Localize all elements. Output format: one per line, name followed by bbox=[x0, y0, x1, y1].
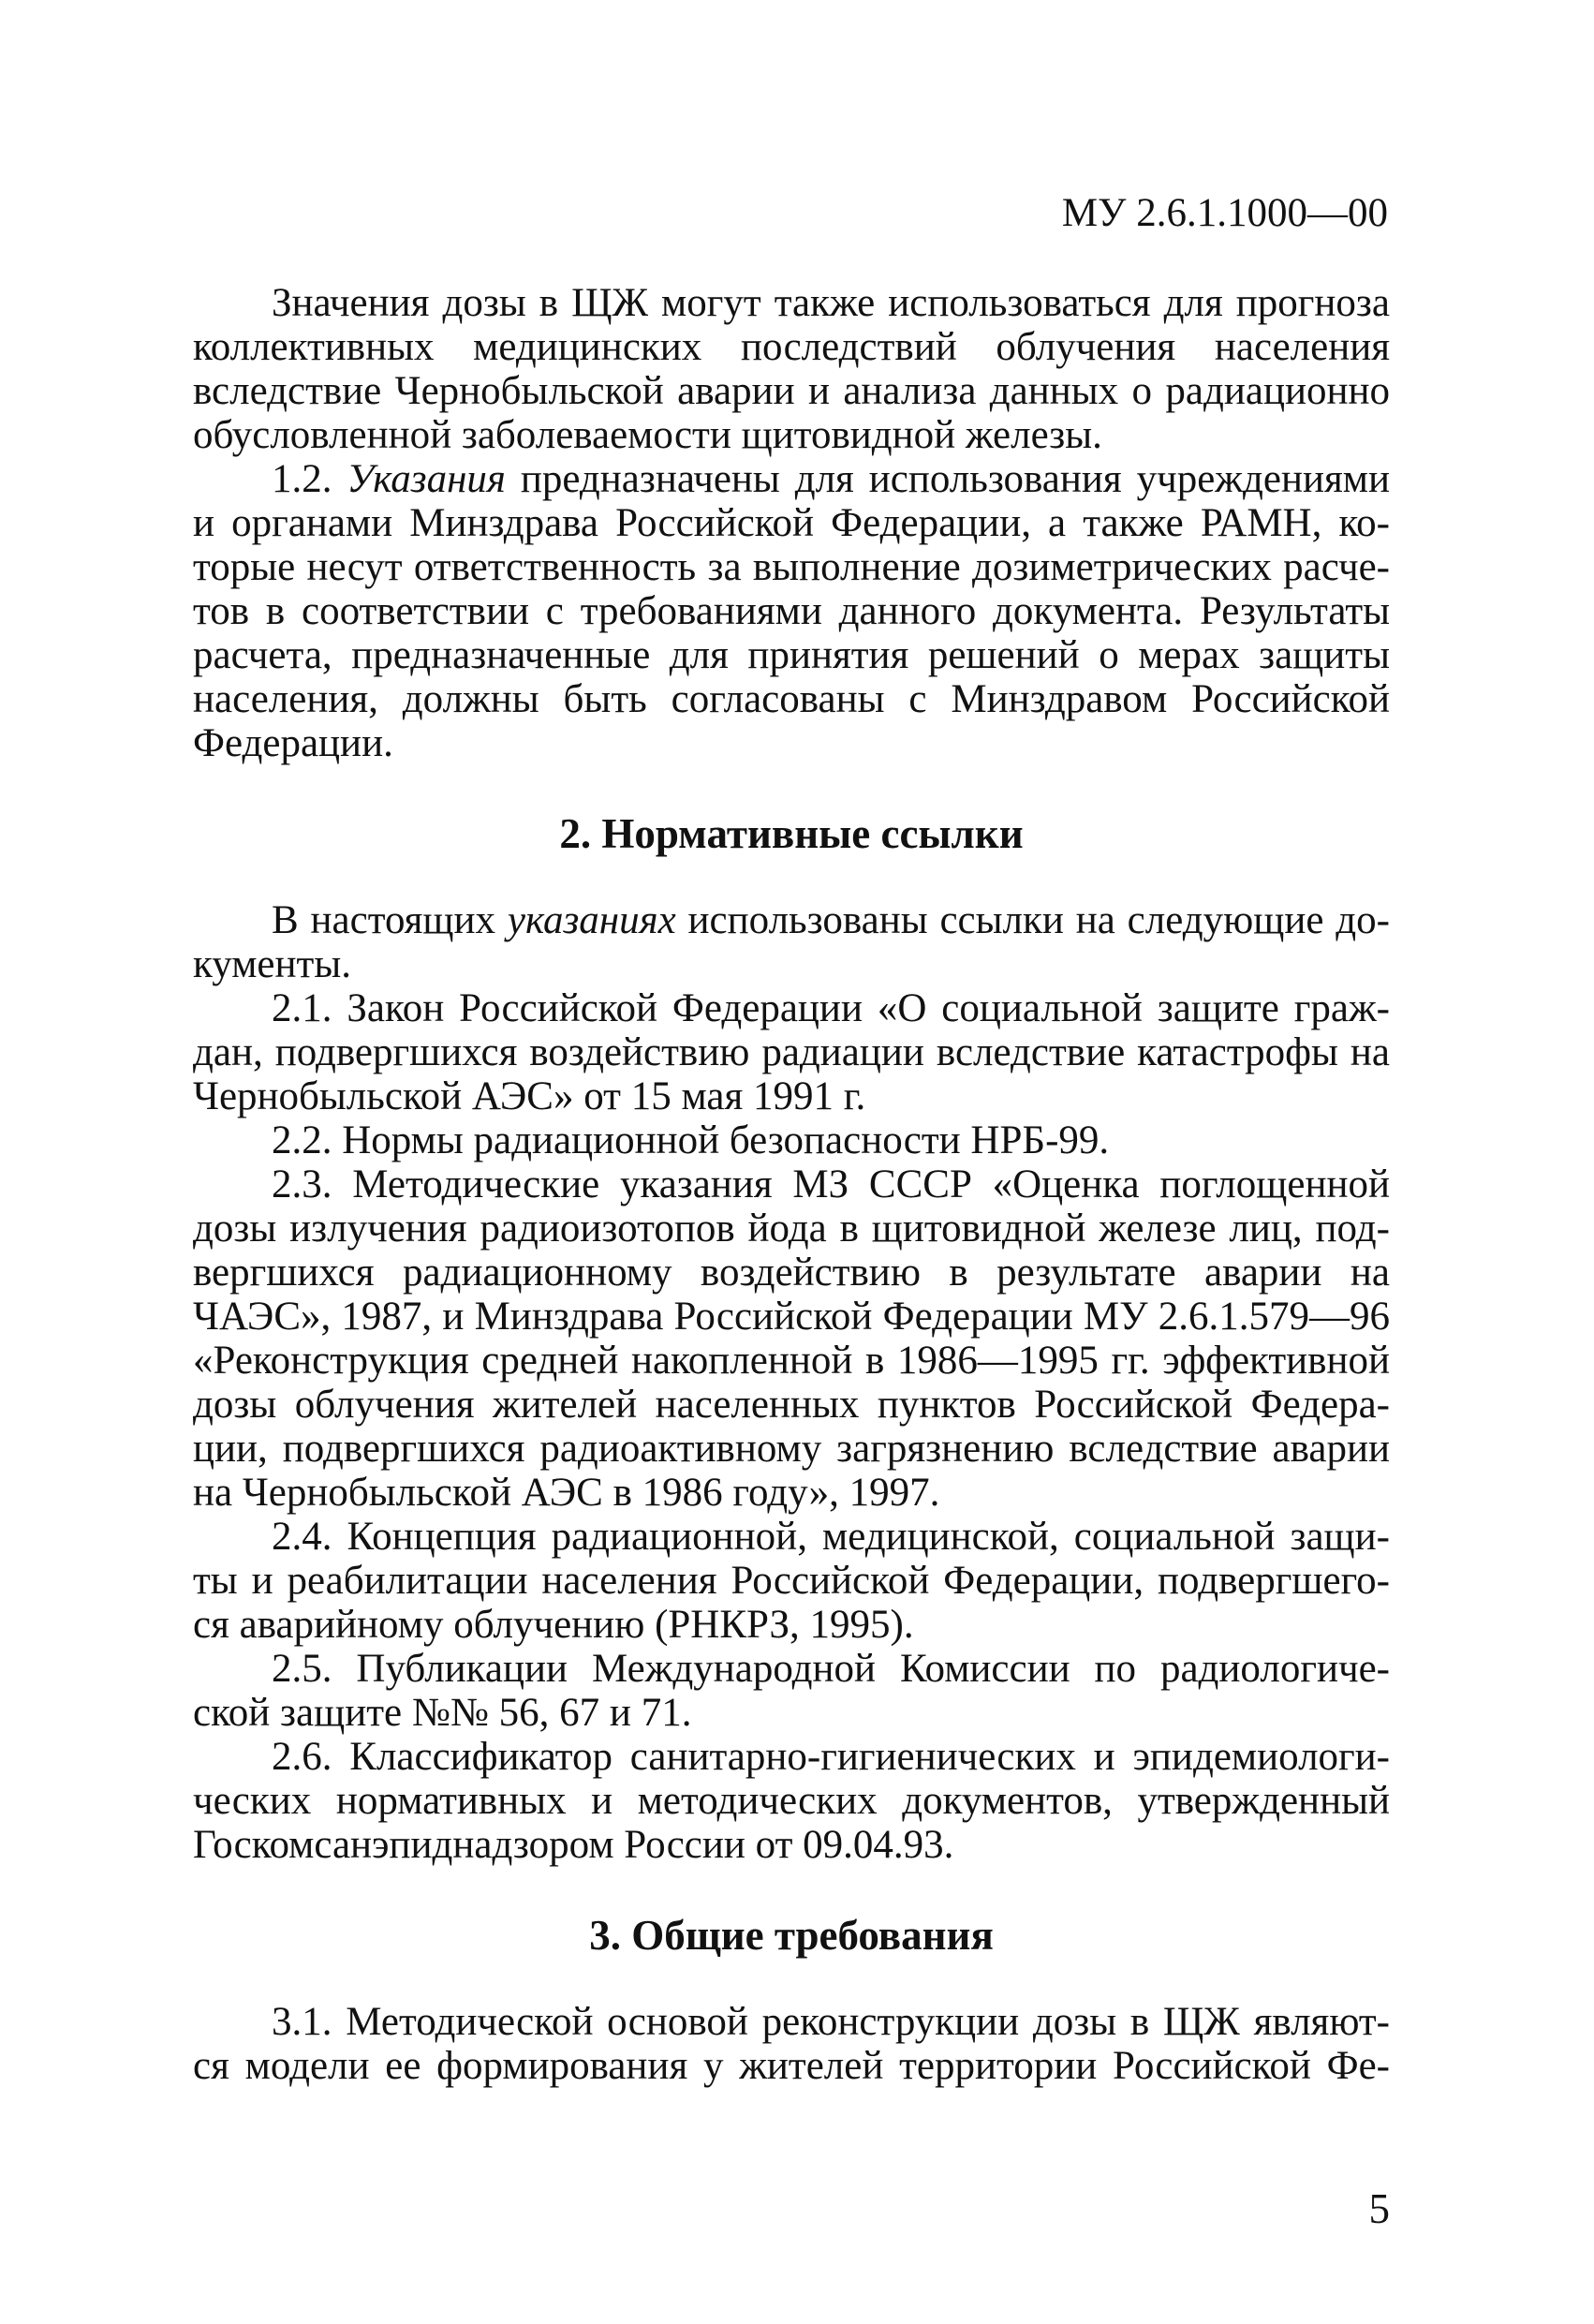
paragraph-3-1 bbox=[193, 2000, 1390, 2088]
text-line: коллективных медицинских последствий облучения населения bbox=[193, 325, 1390, 369]
text-fragment: предназначены для использования учреждениями bbox=[505, 457, 1390, 501]
text-line: 2.6. Классификатор санитарно-гигиенических и эпидемиологи- bbox=[272, 1735, 1390, 1779]
text-line: на Чернобыльской АЭС в 1986 году», 1997. bbox=[193, 1471, 940, 1515]
text-line: Федерации. bbox=[193, 721, 393, 765]
text-line: расчета, предназначенные для принятия решений о мерах защиты bbox=[193, 633, 1390, 677]
text-line: ЧАЭС», 1987, и Минздрава Российской Федерации МУ 2.6.1.579—96 bbox=[193, 1295, 1390, 1339]
text-line: дозы излучения радиоизотопов йода в щитовидной железе лиц, под- bbox=[193, 1206, 1390, 1251]
paragraph-2-4 bbox=[193, 1515, 1390, 1647]
document-body bbox=[193, 281, 1390, 2088]
text-line: населения, должны быть согласованы с Минздравом Российской bbox=[193, 677, 1390, 721]
text-line: ся аварийному облучению (РНКРЗ, 1995). bbox=[193, 1603, 914, 1647]
text-line: дозы облучения жителей населенных пунктов Российской Федера- bbox=[193, 1383, 1390, 1427]
italic-term: Указания bbox=[347, 457, 506, 501]
section-heading-general-requirements: 3. Общие требования bbox=[589, 1912, 994, 1959]
text-line: «Реконструкция средней накопленной в 1986—1995 гг. эффективной bbox=[193, 1339, 1390, 1383]
text-line: тов в соответствии с требованиями данного документа. Результаты bbox=[193, 589, 1390, 633]
text-line: Чернобыльской АЭС» от 15 мая 1991 г. bbox=[193, 1074, 866, 1118]
section-heading-normative-references: 2. Нормативные ссылки bbox=[559, 810, 1024, 857]
paragraph-section2-intro bbox=[193, 898, 1390, 986]
text-line: кументы. bbox=[193, 942, 351, 986]
text-line bbox=[193, 457, 1390, 501]
paragraph-2-3 bbox=[193, 1162, 1390, 1515]
item-number: 1.2. bbox=[272, 457, 347, 501]
text-line: дан, подвергшихся воздействию радиации вследствие катастрофы на bbox=[193, 1030, 1390, 1074]
italic-term: указаниях bbox=[507, 898, 676, 942]
text-fragment: В настоящих bbox=[272, 898, 508, 942]
text-line: ции, подвергшихся радиоактивному загрязнению вследствие аварии bbox=[193, 1427, 1390, 1471]
text-line: 2.5. Публикации Международной Комиссии по радиологиче- bbox=[272, 1647, 1390, 1691]
text-line: ты и реабилитации населения Российской Федерации, подвергшего- bbox=[193, 1559, 1390, 1603]
text-line: и органами Минздрава Российской Федерации, а также РАМН, ко- bbox=[193, 501, 1390, 545]
paragraph-2-1 bbox=[193, 986, 1390, 1118]
text-line: Значения дозы в ЩЖ могут также использоваться для прогноза bbox=[272, 281, 1390, 325]
text-line: 2.1. Закон Российской Федерации «О социальной защите граж- bbox=[272, 986, 1390, 1030]
paragraph-2-2 bbox=[193, 1118, 1390, 1162]
text-line: 2.2. Нормы радиационной безопасности НРБ-99. bbox=[272, 1118, 1110, 1162]
text-line: Госкомсанэпиднадзором России от 09.04.93. bbox=[193, 1823, 954, 1867]
text-line: ся модели ее формирования у жителей территории Российской Фе- bbox=[193, 2044, 1390, 2088]
paragraph-2-5 bbox=[193, 1647, 1390, 1735]
text-fragment: использованы ссылки на следующие до- bbox=[675, 898, 1390, 942]
text-line: 2.4. Концепция радиационной, медицинской, социальной защи- bbox=[272, 1515, 1390, 1559]
document-code: МУ 2.6.1.1000—00 bbox=[1061, 191, 1388, 235]
text-line: торые несут ответственность за выполнение дозиметрических расче- bbox=[193, 545, 1390, 589]
text-line: 2.3. Методические указания МЗ СССР «Оценка поглощенной bbox=[272, 1162, 1390, 1206]
text-line: ской защите №№ 56, 67 и 71. bbox=[193, 1691, 692, 1735]
text-line: вергшихся радиационному воздействию в результате аварии на bbox=[193, 1251, 1390, 1295]
text-line: обусловленной заболеваемости щитовидной железы. bbox=[193, 413, 1102, 457]
page-number: 5 bbox=[1368, 2185, 1390, 2232]
text-line: ческих нормативных и методических документов, утвержденный bbox=[193, 1779, 1390, 1823]
paragraph-2-6 bbox=[193, 1735, 1390, 1867]
text-line bbox=[193, 898, 1390, 942]
paragraph-dose-usage bbox=[193, 281, 1390, 457]
text-line: 3.1. Методической основой реконструкции дозы в ЩЖ являют- bbox=[272, 2000, 1390, 2044]
text-line: вследствие Чернобыльской аварии и анализа данных о радиационно bbox=[193, 369, 1390, 413]
paragraph-1-2 bbox=[193, 457, 1390, 765]
